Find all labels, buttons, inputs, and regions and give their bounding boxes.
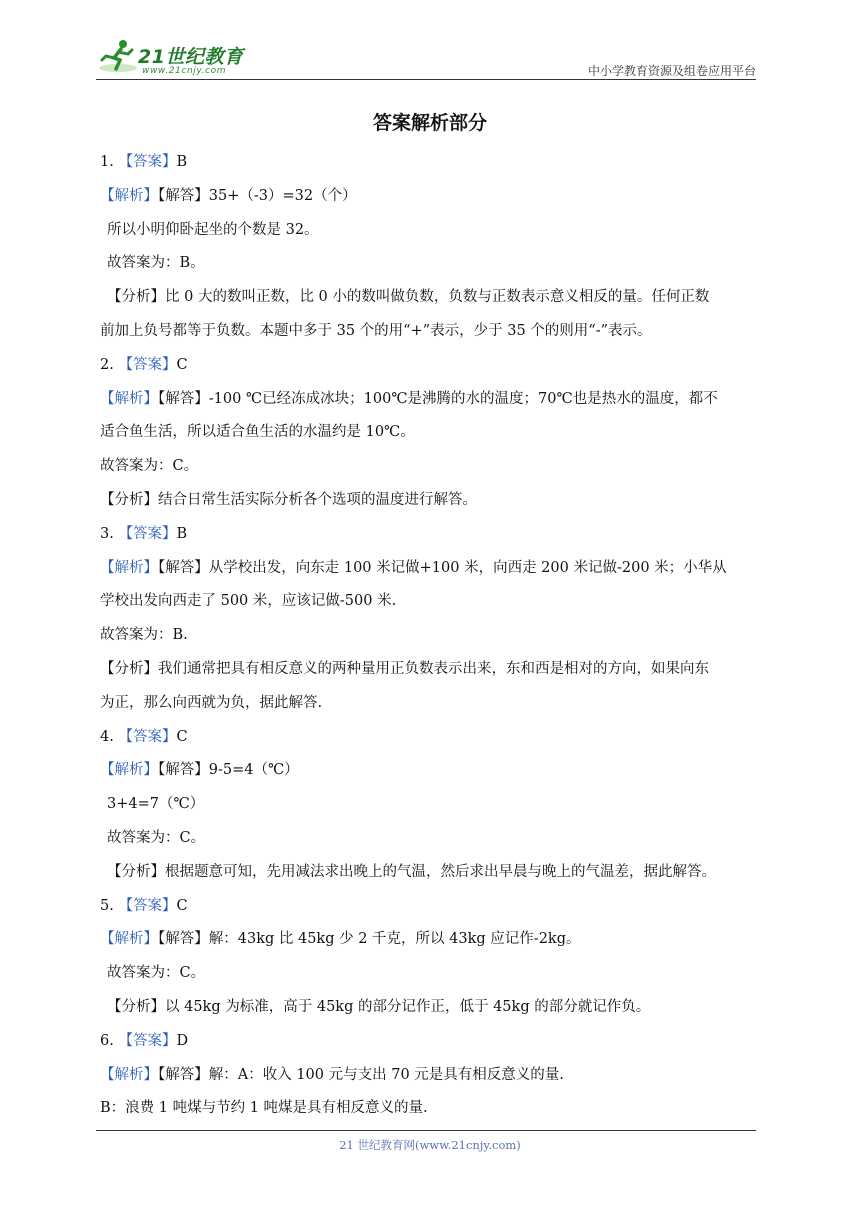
section-tag: 【解析】 (100, 187, 158, 204)
text-line (100, 484, 765, 518)
line-text: B (176, 525, 188, 542)
text-line (100, 349, 765, 383)
line-text: 【分析】结合日常生活实际分析各个选项的温度进行解答。 (100, 491, 477, 508)
line-text: 【解答】35+（-3）=32（个） (158, 187, 357, 204)
platform-name: 中小学教育资源及组卷应用平台 (587, 64, 756, 78)
line-text: C (176, 728, 188, 745)
line-text: 前加上负号都等于负数。本题中多于 35 个的用“+”表示，少于 35 个的则用“-”表示。 (100, 322, 652, 339)
text-line (100, 687, 765, 721)
line-text: 【解答】解：A：收入 100 元与支出 70 元是具有相反意义的量. (158, 1066, 564, 1083)
text-line (100, 416, 765, 450)
header-divider (96, 79, 756, 80)
text-line (100, 315, 765, 349)
line-text: 故答案为：B。 (107, 255, 205, 272)
line-text: 【分析】我们通常把具有相反意义的两种量用正负数表示出来，东和西是相对的方向，如果向东 (100, 660, 709, 677)
line-text: 【分析】比 0 大的数叫正数，比 0 小的数叫做负数，负数与正数表示意义相反的量。任何正数 (107, 289, 710, 306)
line-text: D (176, 1032, 189, 1049)
section-tag: 【解析】 (100, 559, 158, 576)
text-line (100, 856, 765, 890)
line-text: 故答案为：C。 (100, 458, 199, 475)
footer-divider (96, 1130, 756, 1131)
text-line (100, 619, 765, 653)
line-text: 所以小明仰卧起坐的个数是 32。 (107, 221, 319, 238)
line-text: 故答案为：C。 (107, 829, 206, 846)
section-tag: 【答案】 (118, 356, 177, 373)
line-text: 为正，那么向西就为负，据此解答. (100, 694, 323, 711)
text-line (100, 991, 765, 1025)
line-text: 【分析】以 45kg 为标准，高于 45kg 的部分记作正，低于 45kg 的部分就记作负。 (107, 998, 651, 1015)
line-text: 学校出发向西走了 500 米，应该记做-500 米. (100, 593, 397, 610)
line-text: C (176, 897, 188, 914)
line-text: 3. (100, 525, 119, 542)
text-line (100, 146, 765, 180)
line-text: C (176, 356, 188, 373)
section-tag: 【解析】 (100, 1066, 158, 1083)
section-tag: 【解析】 (100, 390, 158, 407)
text-line (100, 518, 765, 552)
text-line (100, 822, 765, 856)
page-header (96, 36, 756, 80)
section-tag: 【解析】 (100, 762, 158, 779)
section-tag: 【答案】 (118, 525, 177, 542)
line-text: 4. (100, 728, 119, 745)
text-line (100, 1059, 765, 1093)
line-text: B (176, 154, 188, 170)
section-tag: 【答案】 (118, 728, 177, 745)
line-text: 【解答】9-5=4（℃） (158, 762, 299, 779)
logo-main-text: 21世纪教育 (138, 46, 244, 68)
line-text: 故答案为：C。 (107, 965, 206, 982)
text-line (100, 450, 765, 484)
text-line (100, 585, 765, 619)
line-text: 适合鱼生活，所以适合鱼生活的水温约是 10℃。 (100, 424, 415, 441)
text-line (100, 788, 765, 822)
section-tag: 【答案】 (118, 1032, 177, 1049)
text-line (100, 552, 765, 586)
line-text: 6. (100, 1032, 119, 1049)
line-text: 2. (100, 356, 119, 373)
line-text: 故答案为：B. (100, 627, 188, 644)
answer-content (100, 146, 765, 1126)
logo-url-text: www.21cnjy.com (142, 66, 227, 76)
text-line (100, 1025, 765, 1059)
text-line (100, 754, 765, 788)
line-text: 【分析】根据题意可知，先用减法求出晚上的气温，然后求出早晨与晚上的气温差，据此解答。 (107, 863, 716, 880)
text-line (100, 247, 765, 281)
text-line (100, 653, 765, 687)
section-tag: 【解析】 (100, 931, 158, 948)
text-line (100, 957, 765, 991)
text-line (100, 1092, 765, 1126)
text-line (100, 890, 765, 924)
line-text: 5. (100, 897, 119, 914)
section-tag: 【答案】 (118, 154, 177, 170)
text-line (100, 281, 765, 315)
text-line (100, 180, 765, 214)
line-text: 【解答】-100 ℃已经冻成冰块；100℃是沸腾的水的温度；70℃也是热水的温度，都不 (158, 390, 718, 407)
page-title: 答案解析部分 (372, 112, 487, 134)
line-text: 3+4=7（℃） (107, 796, 205, 813)
text-line (100, 923, 765, 957)
text-line (100, 214, 765, 248)
page-footer: 21 世纪教育网(www.21cnjy.com) (339, 1138, 521, 1152)
site-logo (96, 36, 266, 80)
line-text: B：浪费 1 吨煤与节约 1 吨煤是具有相反意义的量. (100, 1100, 428, 1117)
line-text: 【解答】解：43kg 比 45kg 少 2 千克，所以 43kg 应记作-2kg。 (158, 931, 581, 948)
line-text: 【解答】从学校出发，向东走 100 米记做+100 米，向西走 200 米记做-200 米；小华从 (158, 559, 727, 576)
section-tag: 【答案】 (118, 897, 177, 914)
line-text: 1. (100, 154, 119, 170)
text-line (100, 383, 765, 417)
runner-logo-icon (98, 38, 138, 74)
text-line (100, 721, 765, 755)
